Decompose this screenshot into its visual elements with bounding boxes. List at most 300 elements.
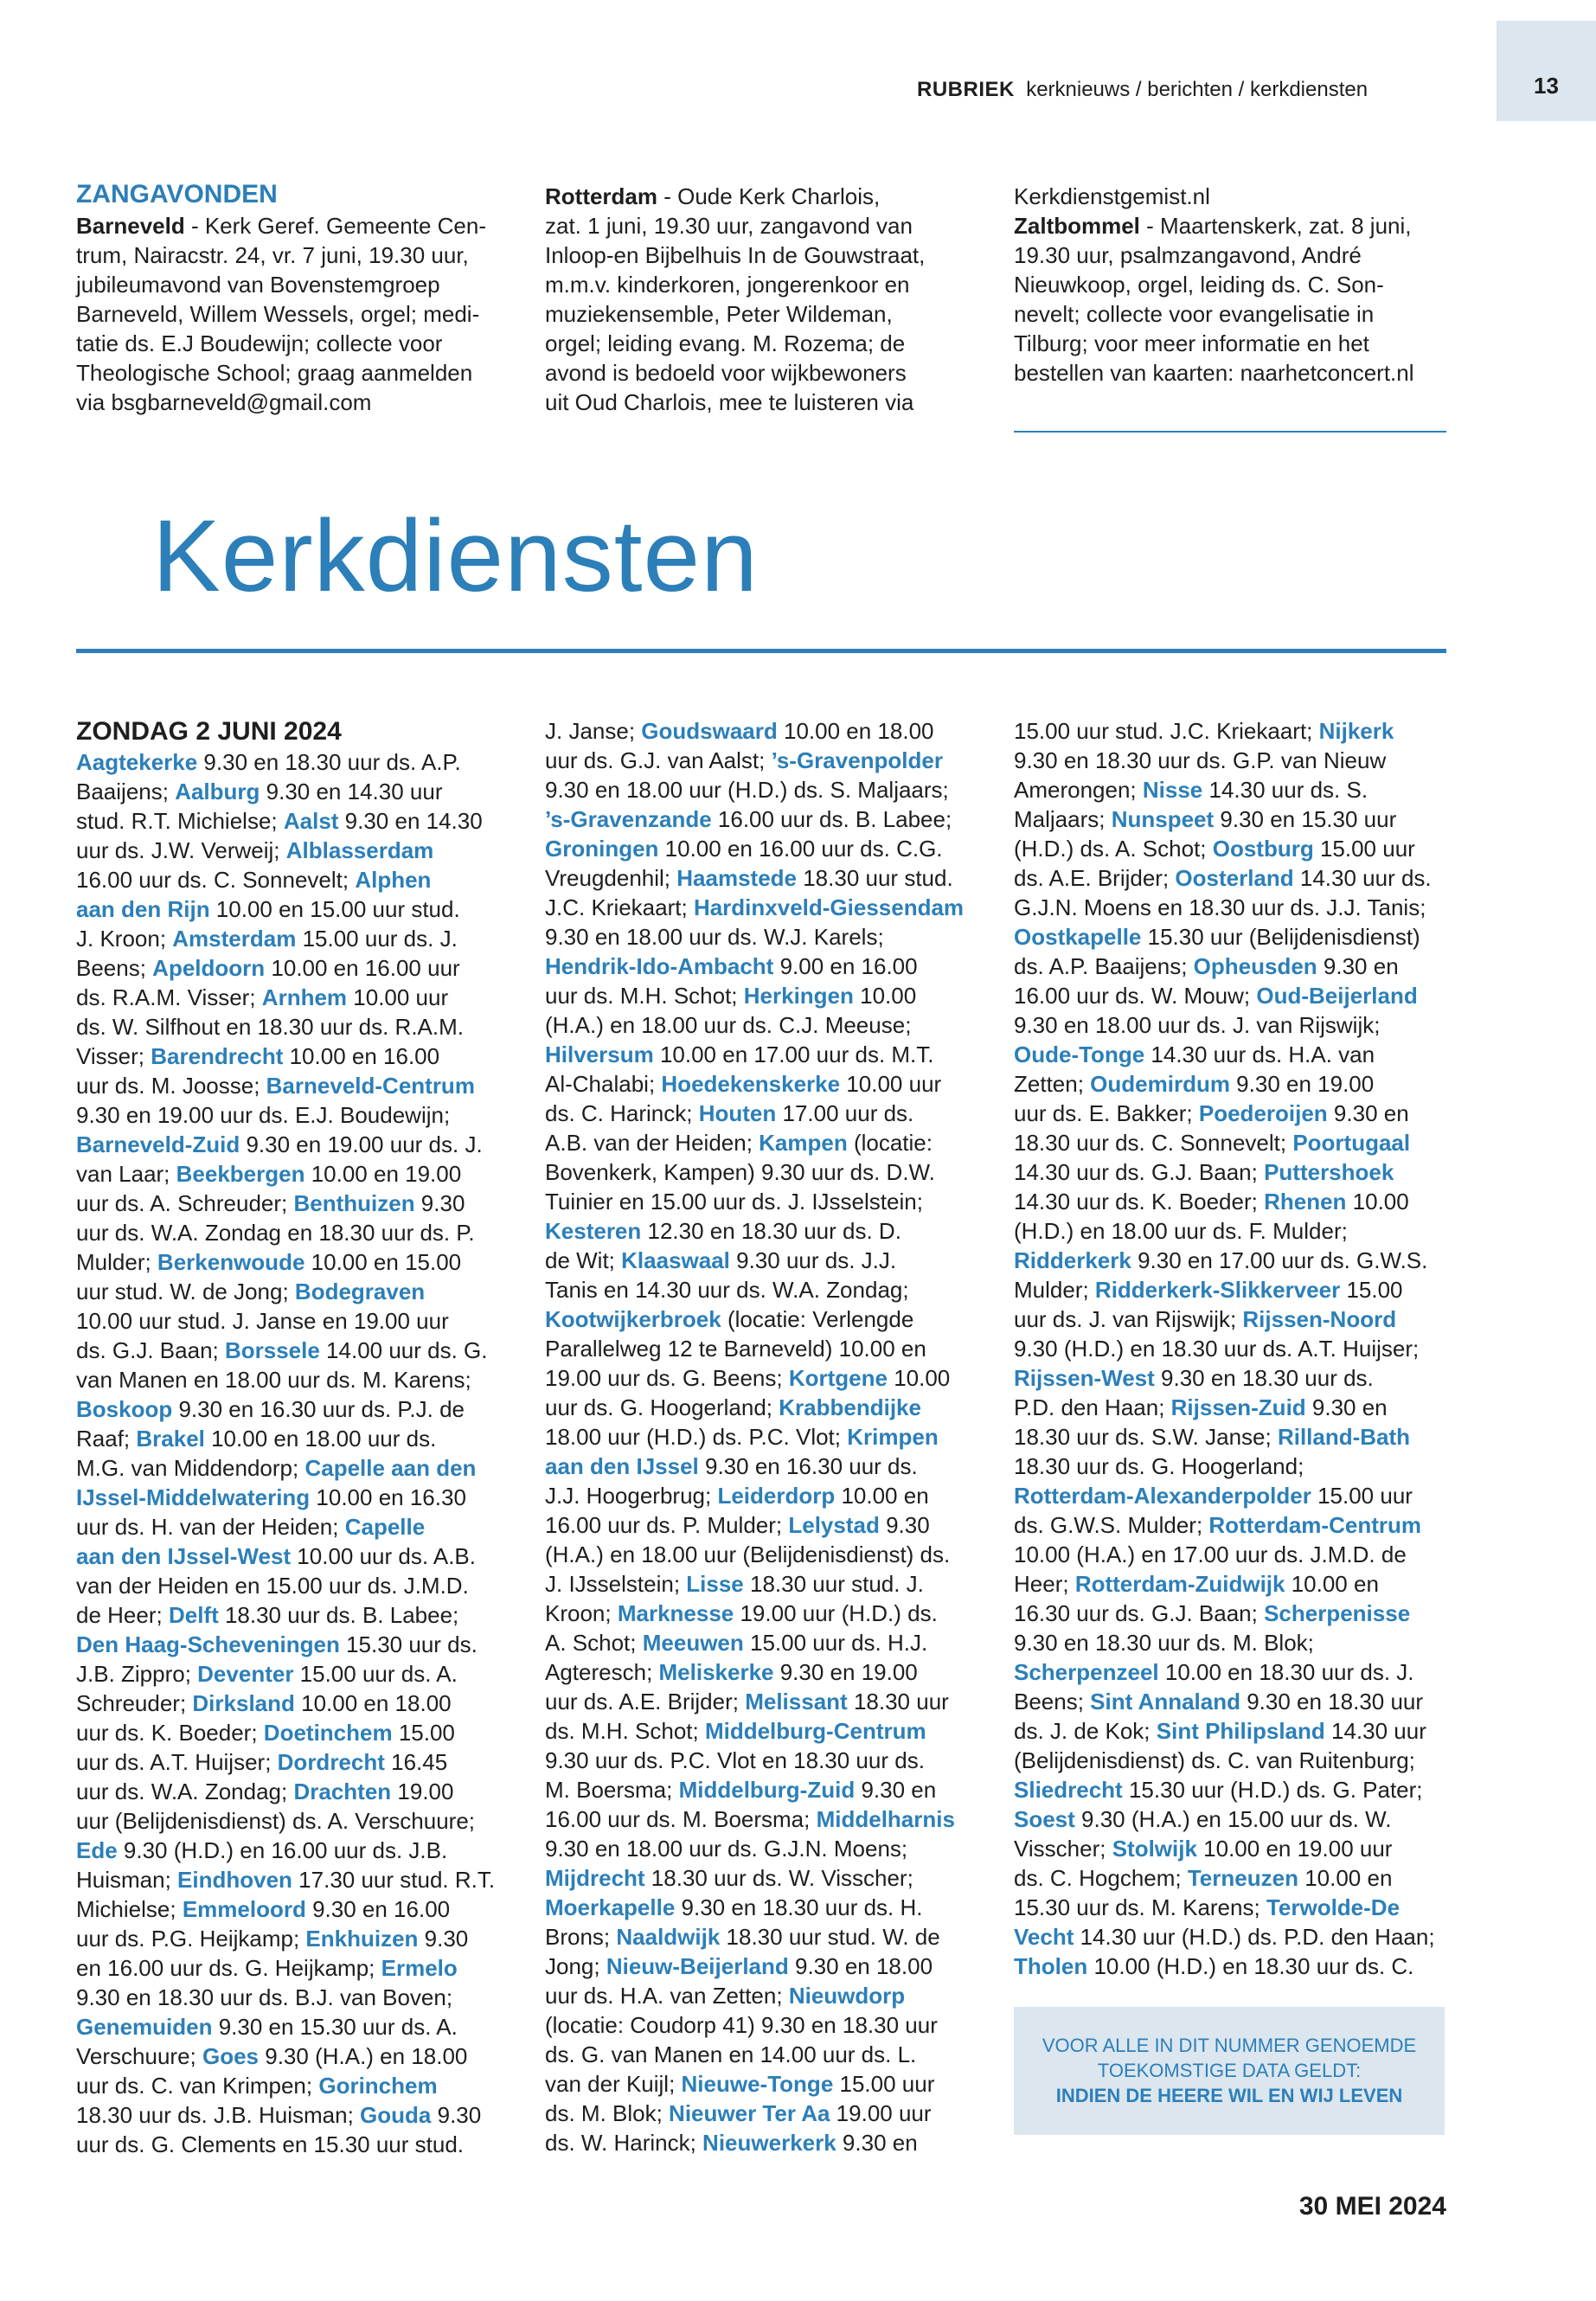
service-text: van der Kuijl; (545, 2071, 682, 2097)
service-text: ds. M. Blok; (545, 2100, 670, 2126)
place-name: Capelle aan den (304, 1455, 477, 1481)
service-text: Heer; (1014, 1571, 1075, 1597)
service-text: Michielse; (76, 1896, 183, 1922)
place-name: Naaldwijk (616, 1924, 721, 1950)
service-text: 9.30 en 16.00 (305, 1896, 451, 1922)
service-text: 9.30 en 18.30 uur ds. B.J. van Boven; (76, 1984, 453, 2010)
place-name: Nieuwer Ter Aa (669, 2100, 830, 2126)
service-text: A.B. van der Heiden; (545, 1130, 760, 1156)
service-text: uur ds. K. Boeder; (76, 1720, 264, 1746)
service-text: 14.30 uur ds. S. (1202, 777, 1368, 803)
zangavonden-heading: ZANGAVONDEN (76, 180, 278, 208)
service-text: 9.30 en 18.00 uur ds. G.J.N. Moens; (545, 1836, 908, 1862)
service-text: 9.30 en 19.00 uur ds. J. (240, 1131, 483, 1157)
place-name: Alblasserdam (285, 837, 434, 863)
service-text: 9.30 en (1317, 953, 1399, 979)
service-text: Schreuder; (76, 1690, 193, 1716)
service-text: 17.00 uur ds. (776, 1100, 914, 1126)
place-name: Hoedekenskerke (661, 1071, 841, 1097)
service-text: 18.30 uur ds. S.W. Janse; (1014, 1424, 1278, 1450)
service-text: 10.00 en 16.00 uur (265, 955, 460, 981)
place-name: Terneuzen (1187, 1865, 1298, 1891)
service-text: (locatie: Coudorp 41) 9.30 en 18.30 uur (545, 2012, 938, 2038)
service-text: 17.30 uur stud. R.T. (292, 1867, 496, 1893)
service-text: 19.00 uur ds. G. Beens; (545, 1365, 789, 1391)
service-text: Verschuure; (76, 2043, 202, 2069)
service-text: Jong; (545, 1953, 606, 1979)
service-text: uur ds. J. van Rijswijk; (1014, 1306, 1243, 1332)
service-text: 10.00 en 18.00 (777, 718, 934, 744)
service-text: uur ds. A. Schreuder; (76, 1190, 294, 1216)
service-text: (locatie: Verlengde (721, 1306, 914, 1332)
service-text: 15.30 uur (Belijdenisdienst) (1141, 924, 1420, 950)
service-text: 10.00 en 19.00 (304, 1161, 462, 1187)
service-text: 9.30 (H.D.) en 18.30 uur ds. A.T. Huijser; (1014, 1336, 1420, 1362)
service-text: 9.30 en (855, 1777, 937, 1803)
place-name: Alphen (355, 867, 432, 893)
service-text: 15.30 uur ds. (339, 1631, 478, 1657)
service-text: 16.45 (384, 1749, 448, 1775)
service-text: 18.30 uur ds. C. Sonnevelt; (1014, 1130, 1293, 1156)
place-name: Sliedrecht (1014, 1777, 1123, 1803)
service-text: 9.30 en 18.00 uur (H.D.) ds. S. Maljaars; (545, 777, 949, 803)
place-name: aan den IJssel-West (76, 1543, 292, 1569)
service-text: uur ds. E. Bakker; (1014, 1100, 1199, 1126)
service-text: 9.30 (414, 1190, 465, 1216)
service-text: M. Boersma; (545, 1777, 679, 1803)
page-number: 13 (1534, 73, 1559, 99)
place-name: Genemuiden (76, 2014, 213, 2040)
service-text: 9.30 en (1305, 1394, 1388, 1420)
place-name: Eindhoven (177, 1867, 292, 1893)
service-text: van Manen en 18.00 uur ds. M. Karens; (76, 1367, 471, 1393)
place-name: Kampen (759, 1130, 848, 1156)
service-text: 9.30 uur ds. J.J. (729, 1247, 897, 1273)
service-text: ds. G.W.S. Mulder; (1014, 1512, 1209, 1538)
service-text: 14.30 uur ds. H.A. van (1144, 1042, 1375, 1067)
place-name: aan den IJssel (545, 1453, 699, 1479)
service-text: 15.00 uur ds. H.J. (743, 1630, 928, 1656)
service-text: Parallelweg 12 te Barneveld) 10.00 en (545, 1336, 926, 1362)
service-text: ds. J. de Kok; (1014, 1718, 1157, 1744)
service-text: 15.00 uur stud. J.C. Kriekaart; (1014, 718, 1319, 744)
service-text: van Laar; (76, 1161, 176, 1187)
service-text: Huisman; (76, 1867, 178, 1893)
zangavonden-column-1: ZANGAVONDEN Barneveld - Kerk Geref. Gemeente Cen- trum, Nairacstr. 24, vr. 7 juni, 19.30 uur, jubileumavond van Bovenstemgroep Barneveld, Willem Wessels, orgel; medi- tatie ds. E.J Boudewijn; collecte voor Theologische School; graag aanmelden via bsgbarneveld@gmail.com (76, 178, 519, 417)
place-name: Lisse (686, 1571, 744, 1597)
place-name: Aalburg (175, 779, 260, 804)
service-text: 10.00 (H.A.) en 17.00 uur ds. J.M.D. de (1014, 1541, 1407, 1567)
service-text: Bovenkerk, Kampen) 9.30 uur ds. D.W. (545, 1159, 935, 1185)
place-name: Borssele (224, 1337, 320, 1363)
service-text: uur ds. W.A. Zondag en 18.30 uur ds. P. (76, 1220, 475, 1246)
place-name: Rotterdam-Zuidwijk (1074, 1571, 1285, 1597)
service-text: (H.D.) ds. A. Schot; (1014, 836, 1213, 862)
service-text: Visser; (76, 1043, 151, 1069)
service-text: de Heer; (76, 1602, 169, 1628)
service-text: Beens; (1014, 1689, 1091, 1715)
service-text: 9.30 en 18.00 (788, 1953, 933, 1979)
service-text: 9.30 en (836, 2130, 918, 2156)
place-name: Den Haag-Scheveningen (76, 1631, 340, 1657)
place-name: Dirksland (192, 1690, 295, 1716)
service-text: (locatie: (847, 1130, 933, 1156)
service-text: 10.00 en 18.00 uur ds. (204, 1426, 437, 1452)
service-text: Agteresch; (545, 1659, 659, 1685)
service-text: J.B. Zippro; (76, 1661, 198, 1687)
service-text: ds. C. Harinck; (545, 1100, 699, 1126)
service-text: 15.00 (392, 1720, 455, 1746)
service-text: 14.30 uur (1324, 1718, 1426, 1744)
place-name: Oude-Tonge (1014, 1042, 1145, 1067)
place-name: Delft (168, 1602, 219, 1628)
place-name: Oostkapelle (1014, 924, 1142, 950)
service-text: Kroon; (545, 1600, 618, 1626)
place-name: Kootwijkerbroek (545, 1306, 721, 1332)
service-text: 10.00 uur (347, 984, 449, 1010)
service-text: 18.30 uur ds. W. Visscher; (644, 1865, 913, 1891)
service-text: 9.30 en 19.00 (773, 1659, 918, 1685)
service-text: en 16.00 uur ds. G. Heijkamp; (76, 1955, 381, 1981)
service-text: 10.00 en (1298, 1865, 1393, 1891)
services-column-1 (76, 716, 526, 2159)
service-text: ds. C. Hogchem; (1014, 1865, 1188, 1891)
service-text: 9.30 en 18.30 uur ds. G.P. van Nieuw (1014, 747, 1387, 773)
place-name: Rotterdam-Alexanderpolder (1014, 1483, 1311, 1509)
service-text: 9.30 en 18.00 uur ds. J. van Rijswijk; (1014, 1012, 1381, 1038)
event-location: Zaltbommel (1014, 213, 1140, 239)
place-name: ’s-Gravenpolder (771, 747, 943, 773)
place-name: Gouda (360, 2102, 432, 2128)
rubric-label: RUBRIEK (917, 78, 1015, 101)
place-name: Barneveld-Centrum (266, 1073, 475, 1099)
page-title: Kerkdiensten (152, 499, 759, 613)
place-name: Oudemirdum (1090, 1071, 1230, 1097)
service-text: Al-Chalabi; (545, 1071, 662, 1097)
place-name: Aalst (283, 808, 339, 834)
services-column-2 (545, 716, 995, 2157)
service-text: 9.30 en 18.30 uur (1240, 1689, 1424, 1715)
place-name: Ermelo (381, 1955, 458, 1981)
service-text: 16.00 uur ds. M. Boersma; (545, 1806, 817, 1832)
place-name: Krabbendijke (779, 1394, 921, 1420)
service-text: 15.00 uur (1313, 836, 1415, 862)
place-name: Meliskerke (658, 1659, 774, 1685)
service-text: uur (Belijdenisdienst) ds. A. Verschuure; (76, 1808, 476, 1834)
service-text: uur ds. J.W. Verweij; (76, 837, 286, 863)
place-name: Nieuw-Beijerland (606, 1953, 789, 1979)
place-name: Rhenen (1264, 1189, 1347, 1215)
place-name: Ridderkerk (1014, 1247, 1131, 1273)
service-text: 14.30 uur ds. K. Boeder; (1014, 1189, 1265, 1215)
service-text: ds. G. van Manen en 14.00 uur ds. L. (545, 2041, 917, 2067)
service-text: 10.00 (H.D.) en 18.30 uur ds. C. (1087, 1953, 1414, 1979)
service-text: uur ds. H. van der Heiden; (76, 1514, 345, 1540)
place-name: Opheusden (1193, 953, 1317, 979)
service-text: M.G. van Middendorp; (76, 1455, 305, 1481)
service-text: 9.00 en 16.00 (773, 953, 918, 979)
service-text: Baaijens; (76, 779, 176, 804)
place-name: Rijssen-Zuid (1170, 1394, 1306, 1420)
service-text: Tanis en 14.30 uur ds. W.A. Zondag; (545, 1277, 909, 1303)
place-name: Drachten (293, 1779, 392, 1804)
service-text: 18.30 uur (847, 1689, 949, 1715)
notice-box (1014, 2007, 1445, 2135)
service-text: 9.30 (H.D.) en 16.00 uur ds. J.B. (117, 1837, 448, 1863)
notice-line-1: VOOR ALLE IN DIT NUMMER GENOEMDE (1042, 2035, 1417, 2056)
place-name: Mijdrecht (545, 1865, 645, 1891)
service-text: G.J.N. Moens en 18.30 uur ds. J.J. Tanis; (1014, 894, 1426, 920)
service-text: Visscher; (1014, 1836, 1112, 1862)
place-name: Nieuwerkerk (702, 2130, 836, 2156)
service-text: 10.00 uur stud. J. Janse en 19.00 uur (76, 1308, 449, 1334)
place-name: Apeldoorn (152, 955, 266, 981)
place-name: Kortgene (788, 1365, 888, 1391)
service-text: 18.30 uur stud. (797, 865, 953, 891)
service-text: 9.30 (H.A.) en 15.00 uur ds. W. (1074, 1806, 1392, 1832)
place-name: Middelburg-Centrum (704, 1718, 926, 1744)
service-text: 9.30 (879, 1512, 930, 1538)
service-text: 9.30 en 14.30 (338, 808, 483, 834)
place-name: Lelystad (788, 1512, 880, 1538)
service-text: 16.00 uur ds. W. Mouw; (1014, 983, 1257, 1009)
service-text: 18.30 uur stud. W. de (720, 1924, 940, 1950)
place-name: Moerkapelle (545, 1894, 676, 1920)
service-text: 15.30 uur (H.D.) ds. G. Pater; (1122, 1777, 1423, 1803)
place-name: Middelharnis (816, 1806, 955, 1832)
place-name: Marknesse (617, 1600, 734, 1626)
place-name: Meeuwen (642, 1630, 744, 1656)
place-name: Dordrecht (277, 1749, 385, 1775)
place-name: Houten (698, 1100, 777, 1126)
service-text: 14.30 uur ds. (1293, 865, 1432, 891)
service-text: uur ds. G.J. van Aalst; (545, 747, 772, 773)
service-text: 10.00 en 19.00 uur (1196, 1836, 1393, 1862)
place-name: Scherpenisse (1264, 1600, 1411, 1626)
service-text: 15.00 (1340, 1277, 1403, 1303)
service-text: 10.00 (887, 1365, 951, 1391)
services-list-1 (76, 747, 526, 2159)
place-name: Beekbergen (176, 1161, 305, 1187)
service-text: uur stud. W. de Jong; (76, 1279, 295, 1304)
place-name: Scherpenzeel (1014, 1659, 1159, 1685)
place-name: Herkingen (743, 983, 854, 1009)
place-name: Sint Annaland (1090, 1689, 1240, 1715)
service-text: Vreugdenhil; (545, 865, 677, 891)
service-text: (Belijdenisdienst) ds. C. van Ruitenburg; (1014, 1747, 1415, 1773)
service-text: 18.30 uur ds. J.B. Huisman; (76, 2102, 361, 2128)
service-text: 10.00 en 15.00 uur stud. (209, 896, 460, 922)
notice-line-2: TOEKOMSTIGE DATA GELDT: (1097, 2060, 1362, 2081)
service-text: 19.00 uur (830, 2100, 932, 2126)
service-text: Mulder; (76, 1249, 157, 1275)
service-text: 16.00 uur ds. B. Labee; (711, 806, 952, 832)
service-text: 18.30 uur ds. G. Hoogerland; (1014, 1453, 1304, 1479)
place-name: Haamstede (676, 865, 797, 891)
service-text: 9.30 (418, 1926, 469, 1952)
service-text: 9.30 uur ds. P.C. Vlot en 18.30 uur ds. (545, 1747, 925, 1773)
place-name: Doetinchem (263, 1720, 393, 1746)
place-name: Nieuwdorp (788, 1983, 906, 2009)
service-text: 9.30 en 19.00 uur ds. E.J. Boudewijn; (76, 1102, 451, 1128)
service-text: 9.30 en (1327, 1100, 1409, 1126)
service-text: Tuinier en 15.00 uur ds. J. IJsselstein; (545, 1189, 923, 1215)
service-text: 15.00 uur ds. J. (296, 926, 458, 952)
services-list-2 (545, 716, 995, 2157)
service-text: Zetten; (1014, 1071, 1091, 1097)
service-text: 15.00 uur (833, 2071, 935, 2097)
place-name: Nijkerk (1318, 718, 1394, 744)
service-text: 9.30 en 14.30 uur (260, 779, 443, 804)
place-name: Arnhem (261, 984, 348, 1010)
place-name: Tholen (1014, 1953, 1088, 1979)
place-name: Rotterdam-Centrum (1208, 1512, 1421, 1538)
place-name: Hardinxveld-Giessendam (693, 894, 965, 920)
place-name: Vecht (1014, 1924, 1074, 1950)
service-text: 14.30 uur (H.D.) ds. P.D. den Haan; (1074, 1924, 1435, 1950)
service-text: 10.00 (853, 983, 917, 1009)
place-name: Capelle (344, 1514, 426, 1540)
place-name: Benthuizen (293, 1190, 415, 1216)
place-name: Klaaswaal (621, 1247, 730, 1273)
place-name: Melissant (745, 1689, 848, 1715)
service-text: (H.A.) en 18.00 uur (Belijdenisdienst) ds. (545, 1541, 951, 1567)
service-text: 18.00 uur (H.D.) ds. P.C. Vlot; (545, 1424, 848, 1450)
service-text: (H.A.) en 18.00 uur ds. C.J. Meeuse; (545, 1012, 912, 1038)
service-text: 15.00 uur (1311, 1483, 1413, 1509)
service-text: uur ds. C. van Krimpen; (76, 2073, 319, 2099)
place-name: Barendrecht (151, 1043, 284, 1069)
service-text: 10.00 en 16.00 (283, 1043, 440, 1069)
service-text: 9.30 en 18.30 uur ds. M. Blok; (1014, 1630, 1314, 1656)
place-name: Bodegraven (294, 1279, 426, 1304)
service-text: 9.30 (431, 2102, 482, 2128)
service-text: 16.30 uur ds. G.J. Baan; (1014, 1600, 1265, 1626)
service-text: J. Kroon; (76, 926, 173, 952)
service-text: 14.30 uur ds. G.J. Baan; (1014, 1159, 1265, 1185)
service-text: J.C. Kriekaart; (545, 894, 694, 920)
service-text: uur ds. A.E. Brijder; (545, 1689, 746, 1715)
service-text: 15.30 uur ds. M. Karens; (1014, 1894, 1266, 1920)
place-name: Boskoop (76, 1396, 173, 1422)
event-location: Rotterdam (545, 183, 658, 209)
place-name: Sint Philipsland (1156, 1718, 1325, 1744)
service-text: uur ds. A.T. Huijser; (76, 1749, 278, 1775)
place-name: aan den Rijn (76, 896, 210, 922)
service-text: 10.00 (1346, 1189, 1409, 1215)
service-text: 9.30 (H.A.) en 18.00 (259, 2043, 468, 2069)
place-name: Soest (1014, 1806, 1075, 1832)
place-name: Barneveld-Zuid (76, 1131, 240, 1157)
running-header (917, 78, 1368, 102)
place-name: Rijssen-Noord (1242, 1306, 1397, 1332)
place-name: Aagtekerke (76, 749, 198, 775)
service-text: 10.00 en 17.00 uur ds. M.T. (653, 1042, 934, 1067)
service-text: 10.00 en 15.00 (304, 1249, 462, 1275)
service-text: uur ds. W.A. Zondag; (76, 1779, 294, 1804)
service-text: 15.00 uur ds. A. (293, 1661, 458, 1687)
place-name: Rilland-Bath (1277, 1424, 1411, 1450)
place-name: Nieuwe-Tonge (681, 2071, 834, 2097)
zangavonden-column-2: Rotterdam - Oude Kerk Charlois, zat. 1 juni, 19.30 uur, zangavond van Inloop-en Bijbelhuis In de Gouwstraat, m.m.v. kinderkoren, jongerenkoor en muziekensemble, Peter Wildeman, orgel; leiding evang. M. Rozema; de avond is bedoeld voor wijkbewoners uit Oud Charlois, mee te luisteren via (545, 183, 926, 415)
service-text: 9.30 en 17.00 uur ds. G.W.S. (1131, 1247, 1428, 1273)
service-text: Maljaars; (1014, 806, 1112, 832)
place-name: Rijssen-West (1014, 1365, 1155, 1391)
service-text: 10.00 en (835, 1483, 929, 1509)
service-text: 10.00 uur (840, 1071, 942, 1097)
place-name: Emmeloord (182, 1896, 306, 1922)
service-text: ds. W. Silfhout en 18.30 uur ds. R.A.M. (76, 1014, 464, 1040)
notice-line-3: INDIEN DE HEERE WIL EN WIJ LEVEN (1055, 2085, 1403, 2106)
place-name: Ede (76, 1837, 118, 1863)
place-name: Middelburg-Zuid (678, 1777, 856, 1803)
place-name: Nunspeet (1111, 806, 1215, 832)
service-text: ds. A.P. Baaijens; (1014, 953, 1194, 979)
place-name: Goes (202, 2043, 260, 2069)
service-text: P.D. den Haan; (1014, 1394, 1171, 1420)
place-name: Krimpen (847, 1424, 939, 1450)
place-name: Groningen (545, 836, 659, 862)
service-text: ds. R.A.M. Visser; (76, 984, 262, 1010)
service-text: Raaf; (76, 1426, 137, 1452)
place-name: IJssel-Middelwatering (76, 1484, 311, 1510)
place-name: Brakel (136, 1426, 205, 1452)
services-list-3 (1014, 716, 1455, 1981)
service-text: Beens; (76, 955, 153, 981)
place-name: Goudswaard (641, 718, 778, 744)
service-text: Mulder; (1014, 1277, 1095, 1303)
service-text: ds. W. Harinck; (545, 2130, 703, 2156)
date-heading: ZONDAG 2 JUNI 2024 (76, 717, 342, 746)
service-text: 18.30 uur stud. J. (743, 1571, 924, 1597)
service-text: 16.00 uur ds. C. Sonnevelt; (76, 867, 356, 893)
service-text: J.J. Hoogerbrug; (545, 1483, 718, 1509)
service-text: 19.00 uur (H.D.) ds. (734, 1600, 938, 1626)
service-text: J. IJsselstein; (545, 1571, 687, 1597)
service-text: uur ds. H.A. van Zetten; (545, 1983, 789, 2009)
service-text: 12.30 en 18.30 uur ds. D. (641, 1218, 901, 1244)
place-name: Oud-Beijerland (1256, 983, 1418, 1009)
service-text: 10.00 en 16.00 uur ds. C.G. (658, 836, 943, 862)
place-name: Hilversum (545, 1042, 654, 1067)
service-text: ds. G.J. Baan; (76, 1337, 225, 1363)
place-name: Enkhuizen (305, 1926, 419, 1952)
place-name: Oostburg (1212, 836, 1314, 862)
place-name: Terwolde-De (1266, 1894, 1401, 1920)
place-name: Kesteren (545, 1218, 642, 1244)
service-text: 9.30 en 16.30 uur ds. (698, 1453, 918, 1479)
place-name: Oosterland (1175, 865, 1294, 891)
place-name: Gorinchem (318, 2073, 438, 2099)
service-text: 9.30 en 15.30 uur (1214, 806, 1397, 832)
place-name: Stolwijk (1112, 1836, 1197, 1862)
service-text: 9.30 en 18.00 uur ds. W.J. Karels; (545, 924, 884, 950)
service-text: 10.00 en 16.30 (310, 1484, 466, 1510)
service-text: 19.00 (391, 1779, 454, 1804)
services-column-3 (1014, 716, 1455, 1981)
place-name: Leiderdorp (717, 1483, 836, 1509)
zangavonden-column-3: Kerkdienstgemist.nl Zaltbommel - Maartenskerk, zat. 8 juni, 19.30 uur, psalmzangavond, André Nieuwkoop, orgel, leiding ds. C. Son- nevelt; collecte voor evangelisatie in Tilburg; voor meer informatie en het bestellen van kaarten: naarhetconcert.nl (1014, 183, 1414, 386)
service-text: stud. R.T. Michielse; (76, 808, 284, 834)
service-text: 9.30 en 16.30 uur ds. P.J. de (172, 1396, 465, 1422)
service-text: de Wit; (545, 1247, 622, 1273)
place-name: ’s-Gravenzande (545, 806, 712, 832)
service-text: 16.00 uur ds. P. Mulder; (545, 1512, 789, 1538)
page-number-tab (1497, 21, 1596, 121)
place-name: Puttershoek (1264, 1159, 1394, 1185)
service-text: A. Schot; (545, 1630, 643, 1656)
service-text: J. Janse; (545, 718, 642, 744)
